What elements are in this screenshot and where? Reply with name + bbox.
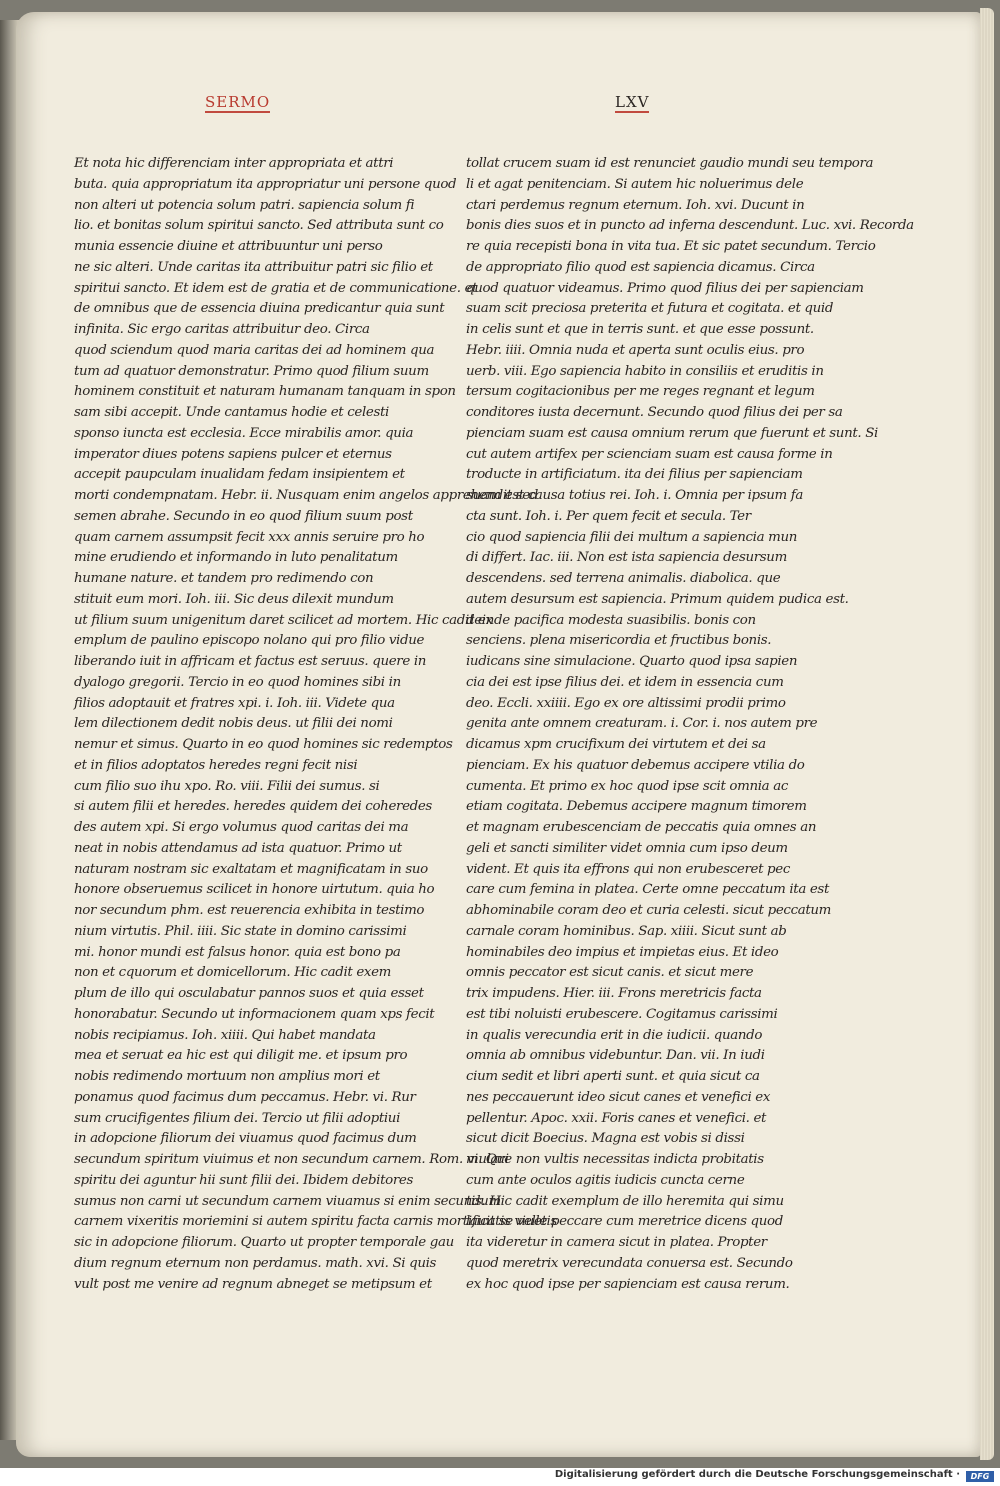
text-line: plum de illo qui osculabatur pannos suos et quia esset [74,986,424,1001]
text-line: spiritui sancto. Et idem est de gratia et de communicatione. et [74,280,478,296]
text-line: quam carnem assumpsit fecit xxx annis seruire pro ho [74,529,425,545]
text-line: carnem vixeritis moriemini si autem spiritu facta carnis mortificatis viuetis [74,1214,557,1230]
text-line: in qualis verecundia erit in die iudicii. quando [466,1027,763,1043]
text-line: naturam nostram sic exaltatam et magnificatam in suo [74,861,428,877]
text-line: deinde pacifica modesta suasibilis. bonis con [466,612,756,628]
text-line: pellentur. Apoc. xxii. Foris canes et venefici. et [466,1110,767,1126]
text-line: si autem filii et heredes. heredes quidem dei coheredes [74,799,432,815]
text-line: re quia recepisti bona in vita tua. Et sic patet secundum. Tercio [466,239,876,254]
text-line: ctari perdemus regnum eternum. Ioh. xvi. Ducunt in [466,197,805,213]
text-line: cium sedit et libri aperti sunt. et quia sicut ca [466,1069,760,1084]
text-column-left [74,154,557,1295]
text-line: lio. et bonitas solum spiritui sancto. Sed attributa sunt co [74,218,444,234]
text-line: conditores iusta decernunt. Secundo quod filius dei per sa [466,405,843,420]
text-line: abhominabile coram deo et curia celesti. sicut peccatum [466,903,831,918]
text-line: mine erudiendo et informando in luto penalitatum [74,550,398,566]
text-line: ita videretur in camera sicut in platea. Propter [466,1235,767,1250]
text-line: ut filium suum unigenitum daret scilicet ad mortem. Hic cadit ex [74,612,493,628]
text-column-right [466,154,914,1295]
text-line: filios adoptauit et fratres xpi. i. Ioh. iii. Videte qua [74,695,395,711]
text-line: dium regnum eternum non perdamus. math. xvi. Si quis [74,1255,437,1271]
text-line: suam est causa totius rei. Ioh. i. Omnia per ipsum fa [466,488,804,503]
text-line: infinita. Sic ergo caritas attribuitur deo. Circa [74,322,370,337]
text-line: mi. honor mundi est falsus honor. quia est bono pa [74,944,401,960]
text-line: ne sic alteri. Unde caritas ita attribuitur patri sic filio et [74,259,433,275]
text-line: et magnam erubescenciam de peccatis quia omnes an [466,820,817,835]
text-line: quod sciendum quod maria caritas dei ad hominem qua [74,342,435,358]
text-line: trix impudens. Hier. iii. Frons meretricis facta [466,986,762,1001]
text-line: etiam cogitata. Debemus accipere magnum timorem [466,799,807,815]
text-line: humane nature. et tandem pro redimendo con [74,571,374,586]
text-line: carnale coram hominibus. Sap. xiiii. Sicut sunt ab [466,923,787,939]
text-line: dyalogo gregorii. Tercio in eo quod homines sibi in [74,674,401,690]
dfg-logo-icon: DFG [966,1471,994,1482]
text-line: nium virtutis. Phil. iiii. Sic state in domino carissimi [74,923,407,939]
text-line: pienciam. Ex his quatuor debemus accipere vtilia do [466,757,805,773]
text-line: sumus non carni ut secundum carnem viuamus si enim secundum [74,1193,501,1209]
page-edges [980,8,994,1460]
text-line: emplum de paulino episcopo nolano qui pro filio vidue [74,633,425,649]
text-line: nemur et simus. Quarto in eo quod homines sic redemptos [74,737,453,752]
text-line: lem dilectionem dedit nobis deus. ut filii dei nomi [74,716,393,732]
text-line: deo. Eccli. xxiiii. Ego ex ore altissimi prodii primo [466,695,786,711]
text-line: cio quod sapiencia filii dei multum a sapiencia mun [466,529,798,545]
text-line: morti condempnatam. Hebr. ii. Nusquam enim angelos apprehendit sed [74,488,539,503]
text-line: vident. Et quis ita effrons qui non erubesceret pec [466,861,790,877]
text-line: dicamus xpm crucifixum dei virtutem et dei sa [466,737,766,752]
text-line: genita ante omnem creaturam. i. Cor. i. nos autem pre [466,716,818,732]
text-line: non et cquorum et domicellorum. Hic cadit exem [74,965,392,981]
text-line: Hebr. iiii. Omnia nuda et aperta sunt oculis eius. pro [466,342,805,358]
text-line: care cum femina in platea. Certe omne peccatum ita est [466,882,829,898]
text-line: cta sunt. Ioh. i. Per quem fecit et secula. Ter [466,508,751,524]
text-line: cut autem artifex per scienciam suam est causa forme in [466,446,833,462]
text-line: spiritu dei aguntur hii sunt filii dei. Ibidem debitores [74,1172,413,1188]
text-line: ex hoc quod ipse per sapienciam est causa rerum. [466,1276,790,1292]
text-line: lauit se velle peccare cum meretrice dicens quod [466,1214,783,1230]
text-line: honore obseruemus scilicet in honore uirtutum. quia ho [74,882,435,898]
text-line: buta. quia appropriatum ita appropriatur uni persone quod [74,176,457,192]
text-line: quod quatuor videamus. Primo quod filius dei per sapienciam [466,280,864,296]
text-line: mulare non vultis necessitas indicta probitatis [466,1152,764,1167]
text-line: Et nota hic differenciam inter appropriata et attri [74,156,394,171]
text-line: pienciam suam est causa omnium rerum que fuerunt et sunt. Si [466,425,878,441]
text-line: iudicans sine simulacione. Quarto quod ipsa sapien [466,654,798,669]
funding-note: Digitalisierung gefördert durch die Deutsche Forschungsgemeinschaft · [554,1469,960,1480]
text-line: tis. Hic cadit exemplum de illo heremita qui simu [466,1193,784,1209]
text-line: geli et sancti similiter videt omnia cum ipso deum [466,840,788,856]
text-line: autem desursum est sapiencia. Primum quidem pudica est. [466,591,849,607]
text-line: omnis peccator est sicut canis. et sicut mere [466,965,754,981]
text-line: in celis sunt et que in terris sunt. et que esse possunt. [466,322,814,337]
text-line: mea et seruat ea hic est qui diligit me. et ipsum pro [74,1048,408,1064]
text-line: cum filio suo ihu xpo. Ro. viii. Filii dei sumus. si [74,778,380,794]
text-line: tollat crucem suam id est renunciet gaudio mundi seu tempora [466,156,874,171]
text-line: nobis recipiamus. Ioh. xiiii. Qui habet mandata [74,1027,376,1043]
text-line: sponso iuncta est ecclesia. Ecce mirabilis amor. quia [74,425,414,441]
text-line: suam scit preciosa preterita et futura et cogitata. et quid [466,301,834,317]
text-line: munia essencie diuine et attribuuntur uni perso [74,239,383,254]
text-line: cumenta. Et primo ex hoc quod ipse scit omnia ac [466,778,788,794]
text-line: cum ante oculos agitis iudicis cuncta cerne [466,1172,745,1188]
text-line: nor secundum phm. est reuerencia exhibita in testimo [74,903,425,918]
text-line: uerb. viii. Ego sapiencia habito in consiliis et eruditis in [466,363,824,379]
text-line: di differt. Iac. iii. Non est ista sapiencia desursum [466,550,787,566]
text-line: sum crucifigentes filium dei. Tercio ut filii adoptiui [74,1110,401,1126]
text-line: descendens. sed terrena animalis. diabolica. que [466,571,781,586]
text-line: non alteri ut potencia solum patri. sapiencia solum fi [74,197,415,213]
text-line: stituit eum mori. Ioh. iii. Sic deus dilexit mundum [74,591,394,607]
text-line: nes peccauerunt ideo sicut canes et venefici ex [466,1089,771,1105]
text-line: et in filios adoptatos heredes regni fecit nisi [74,757,358,773]
text-line: sicut dicit Boecius. Magna est vobis si dissi [466,1131,745,1147]
text-line: sic in adopcione filiorum. Quarto ut propter temporale gau [74,1235,454,1250]
text-line: vult post me venire ad regnum abneget se metipsum et [74,1276,432,1292]
text-line: de appropriato filio quod est sapiencia dicamus. Circa [466,259,815,275]
text-line: troducte in artificiatum. ita dei filius per sapienciam [466,467,803,483]
text-line: sam sibi accepit. Unde cantamus hodie et celesti [74,405,389,420]
text-line: in adopcione filiorum dei viuamus quod facimus dum [74,1131,417,1147]
text-line: de omnibus que de essencia diuina predicantur quia sunt [74,301,445,317]
text-line: secundum spiritum viuimus et non secundum carnem. Rom. vi. Qui [74,1152,509,1167]
text-line: neat in nobis attendamus ad ista quatuor. Primo ut [74,840,402,856]
text-line: tersum cogitacionibus per me reges regnant et legum [466,384,815,400]
text-line: cia dei est ipse filius dei. et idem in essencia cum [466,674,784,690]
text-line: quod meretrix verecundata conuersa est. Secundo [466,1255,793,1271]
text-line: honorabatur. Secundo ut informacionem quam xps fecit [74,1006,435,1022]
text-line: hominabiles deo impius et impietas eius. Et ideo [466,944,779,960]
text-line: imperator diues potens sapiens pulcer et eternus [74,446,392,462]
running-header-folio: LXV [615,93,650,111]
text-line: senciens. plena misericordia et fructibus bonis. [466,633,772,649]
text-line: omnia ab omnibus videbuntur. Dan. vii. In iudi [466,1048,765,1064]
text-line: tum ad quatuor demonstratur. Primo quod filium suum [74,363,429,379]
text-line: hominem constituit et naturam humanam tanquam in spon [74,384,456,400]
text-line: liberando iuit in affricam et factus est seruus. quere in [74,654,427,669]
text-line: semen abrahe. Secundo in eo quod filium suum post [74,508,413,524]
text-line: bonis dies suos et in puncto ad inferna descendunt. Luc. xvi. Recorda [466,218,914,234]
running-header-left: SERMO [205,93,271,111]
text-line: nobis redimendo mortuum non amplius mori et [74,1069,380,1084]
text-line: des autem xpi. Si ergo volumus quod caritas dei ma [74,820,409,835]
text-line: ponamus quod facimus dum peccamus. Hebr. vi. Rur [74,1089,416,1105]
footer-bar [0,1468,1000,1486]
text-line: li et agat penitenciam. Si autem hic noluerimus dele [466,176,804,192]
text-line: est tibi noluisti erubescere. Cogitamus carissimi [466,1006,778,1022]
text-line: accepit paupculam inualidam fedam insipientem et [74,467,405,483]
